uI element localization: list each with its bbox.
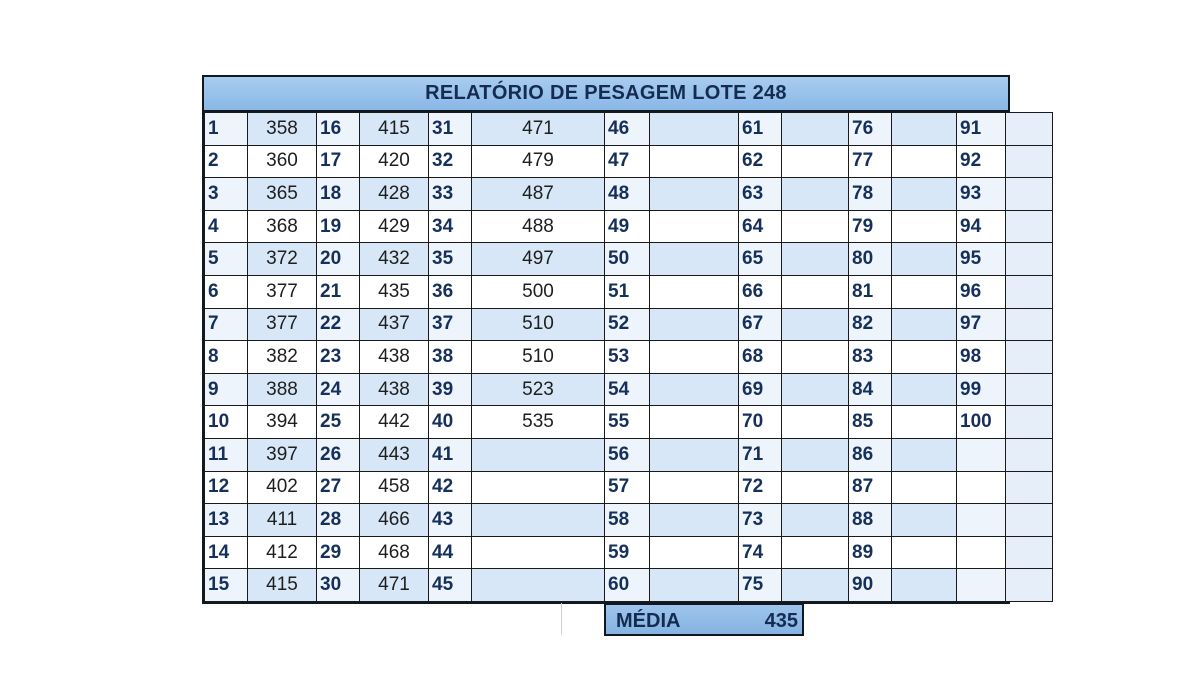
- weight-value-cell: [1006, 504, 1053, 537]
- table-row: [205, 406, 1053, 439]
- row-number-cell: 16: [317, 113, 360, 146]
- row-number-cell: 40: [429, 406, 472, 439]
- row-number-cell: 58: [605, 504, 650, 537]
- weight-value-cell: 442: [360, 406, 429, 439]
- weight-value-cell: 443: [360, 438, 429, 471]
- row-number-cell: 5: [205, 243, 248, 276]
- weight-value-cell: [892, 406, 957, 439]
- weight-value-cell: [650, 536, 739, 569]
- row-number-cell: 93: [957, 178, 1006, 211]
- weight-value-cell: 510: [472, 341, 605, 374]
- weight-value-cell: [1006, 438, 1053, 471]
- weight-value-cell: [650, 341, 739, 374]
- row-number-cell: 95: [957, 243, 1006, 276]
- weight-value-cell: [782, 536, 849, 569]
- row-number-cell: 14: [205, 536, 248, 569]
- table-row: [205, 438, 1053, 471]
- weight-value-cell: 437: [360, 308, 429, 341]
- row-number-cell: 6: [205, 275, 248, 308]
- row-number-cell: 96: [957, 275, 1006, 308]
- weight-value-cell: 365: [248, 178, 317, 211]
- row-number-cell: 86: [849, 438, 892, 471]
- row-number-cell: 35: [429, 243, 472, 276]
- row-number-cell: 77: [849, 145, 892, 178]
- weight-value-cell: [782, 210, 849, 243]
- weight-value-cell: [782, 373, 849, 406]
- row-number-cell: 21: [317, 275, 360, 308]
- weight-value-cell: [892, 341, 957, 374]
- row-number-cell: 72: [739, 471, 782, 504]
- weight-value-cell: [782, 243, 849, 276]
- weight-value-cell: [472, 536, 605, 569]
- row-number-cell: 18: [317, 178, 360, 211]
- weight-value-cell: [472, 569, 605, 602]
- weight-value-cell: 471: [472, 113, 605, 146]
- row-number-cell: [957, 569, 1006, 602]
- weight-value-cell: [1006, 536, 1053, 569]
- weight-value-cell: 372: [248, 243, 317, 276]
- row-number-cell: 64: [739, 210, 782, 243]
- weight-value-cell: 432: [360, 243, 429, 276]
- weight-value-cell: [782, 504, 849, 537]
- weight-value-cell: 479: [472, 145, 605, 178]
- row-number-cell: 44: [429, 536, 472, 569]
- row-number-cell: 57: [605, 471, 650, 504]
- row-number-cell: 41: [429, 438, 472, 471]
- weight-value-cell: [1006, 275, 1053, 308]
- weight-value-cell: [1006, 243, 1053, 276]
- weight-value-cell: 397: [248, 438, 317, 471]
- weight-value-cell: [892, 178, 957, 211]
- table-row: [205, 275, 1053, 308]
- row-number-cell: 43: [429, 504, 472, 537]
- row-number-cell: 51: [605, 275, 650, 308]
- row-number-cell: 65: [739, 243, 782, 276]
- row-number-cell: 55: [605, 406, 650, 439]
- row-number-cell: 67: [739, 308, 782, 341]
- weight-value-cell: [782, 178, 849, 211]
- weight-value-cell: [892, 145, 957, 178]
- table-row: [205, 373, 1053, 406]
- weight-value-cell: [650, 504, 739, 537]
- weight-value-cell: [892, 308, 957, 341]
- row-number-cell: 3: [205, 178, 248, 211]
- weight-value-cell: [782, 438, 849, 471]
- row-number-cell: 71: [739, 438, 782, 471]
- weight-value-cell: [650, 406, 739, 439]
- weight-value-cell: [892, 569, 957, 602]
- row-number-cell: 19: [317, 210, 360, 243]
- row-number-cell: 97: [957, 308, 1006, 341]
- row-number-cell: 90: [849, 569, 892, 602]
- row-number-cell: 99: [957, 373, 1006, 406]
- row-number-cell: [957, 438, 1006, 471]
- average-box: [604, 603, 804, 636]
- row-number-cell: 29: [317, 536, 360, 569]
- weight-value-cell: 438: [360, 341, 429, 374]
- weight-value-cell: [892, 504, 957, 537]
- row-number-cell: 10: [205, 406, 248, 439]
- weight-value-cell: 468: [360, 536, 429, 569]
- row-number-cell: 81: [849, 275, 892, 308]
- weight-value-cell: [650, 471, 739, 504]
- weight-value-cell: [892, 471, 957, 504]
- row-number-cell: 25: [317, 406, 360, 439]
- row-number-cell: 66: [739, 275, 782, 308]
- weight-value-cell: [782, 113, 849, 146]
- weight-value-cell: 466: [360, 504, 429, 537]
- row-number-cell: 13: [205, 504, 248, 537]
- row-number-cell: 2: [205, 145, 248, 178]
- row-number-cell: 74: [739, 536, 782, 569]
- weight-value-cell: [650, 210, 739, 243]
- row-number-cell: 24: [317, 373, 360, 406]
- weight-value-cell: [1006, 569, 1053, 602]
- row-number-cell: 46: [605, 113, 650, 146]
- weight-value-cell: 411: [248, 504, 317, 537]
- row-number-cell: 52: [605, 308, 650, 341]
- row-number-cell: 87: [849, 471, 892, 504]
- average-label: MÉDIA: [616, 610, 681, 632]
- row-number-cell: 48: [605, 178, 650, 211]
- row-number-cell: 38: [429, 341, 472, 374]
- row-number-cell: 39: [429, 373, 472, 406]
- row-number-cell: 91: [957, 113, 1006, 146]
- row-number-cell: 15: [205, 569, 248, 602]
- row-number-cell: 98: [957, 341, 1006, 374]
- weight-value-cell: 487: [472, 178, 605, 211]
- weight-value-cell: 402: [248, 471, 317, 504]
- weight-value-cell: [650, 178, 739, 211]
- weight-value-cell: [650, 275, 739, 308]
- weight-value-cell: [650, 145, 739, 178]
- weight-value-cell: [650, 569, 739, 602]
- row-number-cell: 23: [317, 341, 360, 374]
- row-number-cell: 62: [739, 145, 782, 178]
- weight-value-cell: 415: [248, 569, 317, 602]
- row-number-cell: 89: [849, 536, 892, 569]
- weight-value-cell: [782, 341, 849, 374]
- row-number-cell: 54: [605, 373, 650, 406]
- weight-value-cell: [1006, 113, 1053, 146]
- weight-value-cell: [782, 471, 849, 504]
- row-number-cell: 37: [429, 308, 472, 341]
- weight-value-cell: 368: [248, 210, 317, 243]
- row-number-cell: 47: [605, 145, 650, 178]
- row-number-cell: 49: [605, 210, 650, 243]
- weights-grid: [204, 112, 1053, 602]
- weight-value-cell: 420: [360, 145, 429, 178]
- row-number-cell: 42: [429, 471, 472, 504]
- weight-value-cell: 535: [472, 406, 605, 439]
- table-row: [205, 308, 1053, 341]
- row-number-cell: 60: [605, 569, 650, 602]
- weight-value-cell: [892, 210, 957, 243]
- weight-value-cell: [472, 438, 605, 471]
- weight-value-cell: [472, 471, 605, 504]
- weight-value-cell: 458: [360, 471, 429, 504]
- row-number-cell: [957, 471, 1006, 504]
- row-number-cell: 56: [605, 438, 650, 471]
- weight-value-cell: [1006, 210, 1053, 243]
- cell-divider: [561, 603, 562, 635]
- weight-value-cell: [650, 373, 739, 406]
- table-row: [205, 145, 1053, 178]
- row-number-cell: 20: [317, 243, 360, 276]
- weight-value-cell: [892, 536, 957, 569]
- weight-value-cell: 438: [360, 373, 429, 406]
- weight-value-cell: 435: [360, 275, 429, 308]
- table-row: [205, 178, 1053, 211]
- weight-value-cell: 429: [360, 210, 429, 243]
- weight-value-cell: 500: [472, 275, 605, 308]
- row-number-cell: 27: [317, 471, 360, 504]
- row-number-cell: 73: [739, 504, 782, 537]
- table-row: [205, 210, 1053, 243]
- row-number-cell: 17: [317, 145, 360, 178]
- row-number-cell: [957, 504, 1006, 537]
- table-row: [205, 113, 1053, 146]
- weight-value-cell: 488: [472, 210, 605, 243]
- row-number-cell: 31: [429, 113, 472, 146]
- table-row: [205, 504, 1053, 537]
- weight-value-cell: [892, 438, 957, 471]
- report-title: RELATÓRIO DE PESAGEM LOTE 248: [204, 77, 1008, 112]
- weight-value-cell: [1006, 341, 1053, 374]
- row-number-cell: 1: [205, 113, 248, 146]
- row-number-cell: 32: [429, 145, 472, 178]
- row-number-cell: 22: [317, 308, 360, 341]
- row-number-cell: 76: [849, 113, 892, 146]
- row-number-cell: [957, 536, 1006, 569]
- weight-value-cell: 360: [248, 145, 317, 178]
- row-number-cell: 4: [205, 210, 248, 243]
- weight-value-cell: [782, 406, 849, 439]
- row-number-cell: 8: [205, 341, 248, 374]
- weight-value-cell: [1006, 406, 1053, 439]
- table-row: [205, 243, 1053, 276]
- weight-value-cell: [650, 113, 739, 146]
- row-number-cell: 36: [429, 275, 472, 308]
- row-number-cell: 75: [739, 569, 782, 602]
- weight-value-cell: [472, 504, 605, 537]
- row-number-cell: 92: [957, 145, 1006, 178]
- weight-value-cell: 497: [472, 243, 605, 276]
- weight-value-cell: 382: [248, 341, 317, 374]
- row-number-cell: 26: [317, 438, 360, 471]
- weight-value-cell: 377: [248, 308, 317, 341]
- weight-value-cell: [1006, 178, 1053, 211]
- row-number-cell: 100: [957, 406, 1006, 439]
- weight-value-cell: 358: [248, 113, 317, 146]
- weight-value-cell: [1006, 471, 1053, 504]
- row-number-cell: 68: [739, 341, 782, 374]
- weight-value-cell: 428: [360, 178, 429, 211]
- row-number-cell: 70: [739, 406, 782, 439]
- row-number-cell: 33: [429, 178, 472, 211]
- weighing-report-table: [202, 75, 1010, 604]
- row-number-cell: 45: [429, 569, 472, 602]
- row-number-cell: 63: [739, 178, 782, 211]
- average-value: 435: [764, 610, 798, 632]
- weight-value-cell: [782, 275, 849, 308]
- weight-value-cell: 471: [360, 569, 429, 602]
- row-number-cell: 88: [849, 504, 892, 537]
- weight-value-cell: [1006, 145, 1053, 178]
- row-number-cell: 79: [849, 210, 892, 243]
- row-number-cell: 85: [849, 406, 892, 439]
- row-number-cell: 82: [849, 308, 892, 341]
- row-number-cell: 61: [739, 113, 782, 146]
- row-number-cell: 94: [957, 210, 1006, 243]
- weight-value-cell: [1006, 373, 1053, 406]
- table-row: [205, 341, 1053, 374]
- table-row: [205, 471, 1053, 504]
- weight-value-cell: [782, 569, 849, 602]
- weight-value-cell: [782, 308, 849, 341]
- weight-value-cell: 415: [360, 113, 429, 146]
- row-number-cell: 69: [739, 373, 782, 406]
- weight-value-cell: 510: [472, 308, 605, 341]
- row-number-cell: 53: [605, 341, 650, 374]
- row-number-cell: 12: [205, 471, 248, 504]
- table-row: [205, 569, 1053, 602]
- row-number-cell: 28: [317, 504, 360, 537]
- row-number-cell: 59: [605, 536, 650, 569]
- row-number-cell: 80: [849, 243, 892, 276]
- row-number-cell: 11: [205, 438, 248, 471]
- weight-value-cell: 412: [248, 536, 317, 569]
- row-number-cell: 9: [205, 373, 248, 406]
- weight-value-cell: [650, 438, 739, 471]
- weight-value-cell: 388: [248, 373, 317, 406]
- row-number-cell: 84: [849, 373, 892, 406]
- weight-value-cell: [892, 243, 957, 276]
- row-number-cell: 50: [605, 243, 650, 276]
- table-row: [205, 536, 1053, 569]
- weight-value-cell: [892, 275, 957, 308]
- weight-value-cell: [782, 145, 849, 178]
- weight-value-cell: [892, 113, 957, 146]
- weight-value-cell: 394: [248, 406, 317, 439]
- row-number-cell: 83: [849, 341, 892, 374]
- weight-value-cell: [650, 243, 739, 276]
- weight-value-cell: [892, 373, 957, 406]
- weight-value-cell: 523: [472, 373, 605, 406]
- weight-value-cell: [650, 308, 739, 341]
- row-number-cell: 30: [317, 569, 360, 602]
- weight-value-cell: 377: [248, 275, 317, 308]
- row-number-cell: 78: [849, 178, 892, 211]
- row-number-cell: 34: [429, 210, 472, 243]
- weight-value-cell: [1006, 308, 1053, 341]
- row-number-cell: 7: [205, 308, 248, 341]
